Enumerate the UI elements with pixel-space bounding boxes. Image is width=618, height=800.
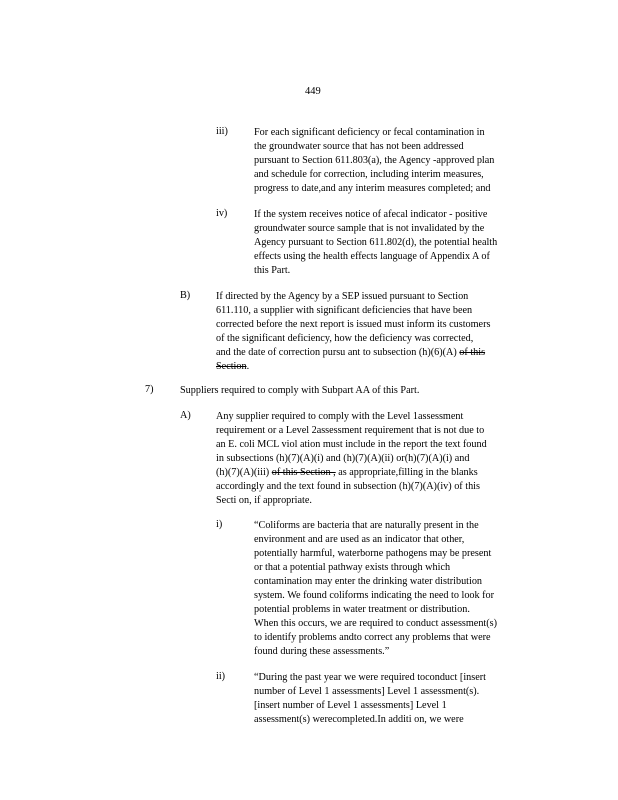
struck-text: Section: [216, 361, 247, 372]
text-line: Secti on, if appropriate.: [216, 495, 312, 506]
item-marker: i): [216, 519, 223, 530]
text-line: and schedule for correction, including interim measures,: [254, 169, 484, 180]
text-line: [216, 360, 490, 374]
text-line: corrected before the next report is issued must inform its customers: [216, 319, 491, 330]
text-line: an E. coli MCL viol ation must include in the report the text found: [216, 439, 487, 450]
item-text: [254, 208, 497, 278]
text-line: [216, 466, 487, 480]
item-text: [180, 384, 419, 398]
text-line: effects using the health effects language of Appendix A of: [254, 251, 490, 262]
item-marker: 7): [145, 384, 154, 395]
text-line: or that a potential pathway exists through which: [254, 562, 451, 573]
text-line: environment and are used as an indicator that other,: [254, 534, 465, 545]
text-line: “During the past year we were required toconduct [insert: [254, 672, 486, 683]
text-line: found during these assessments.”: [254, 646, 390, 657]
item-marker: iv): [216, 208, 228, 219]
text-run: (h)(7)(A)(iii): [216, 467, 272, 478]
text-line: to identify problems andto correct any problems that were: [254, 632, 491, 643]
struck-text: of this Section ,: [271, 467, 336, 478]
text-line: the groundwater source that has not been addressed: [254, 141, 464, 152]
item-text: [254, 519, 497, 659]
text-line: Agency pursuant to Section 611.802(d), the potential health: [254, 237, 498, 248]
text-line: “Coliforms are bacteria that are naturally present in the: [254, 520, 479, 531]
text-line: If directed by the Agency by a SEP issued pursuant to Section: [216, 291, 469, 302]
item-marker: ii): [216, 671, 226, 682]
text-line: Any supplier required to comply with the Level 1assessment: [216, 411, 464, 422]
text-line: assessment(s) werecompleted.In additi on, we were: [254, 714, 464, 725]
text-line: potentially harmful, waterborne pathogens may be present: [254, 548, 492, 559]
item-marker: A): [180, 410, 191, 421]
text-line: Suppliers required to comply with Subpart AA of this Part.: [180, 385, 420, 396]
text-line: potential problems in water treatment or distribution.: [254, 604, 470, 615]
text-line: If the system receives notice of afecal indicator - positive: [254, 209, 488, 220]
text-run: and the date of correction pursu ant to subsection (h)(6)(A): [216, 347, 460, 358]
text-line: contamination may enter the drinking water distribution: [254, 576, 483, 587]
text-line: pursuant to Section 611.803(a), the Agency -approved plan: [254, 155, 495, 166]
item-text: [216, 290, 490, 374]
item-text: [254, 671, 486, 727]
text-line: For each significant deficiency or fecal contamination in: [254, 127, 485, 138]
text-run: as appropriate,filling in the blanks: [335, 467, 478, 478]
text-line: in subsections (h)(7)(A)(i) and (h)(7)(A)(ii) or(h)(7)(A)(i) and: [216, 453, 470, 464]
text-line: progress to date,and any interim measures completed; and: [254, 183, 491, 194]
item-marker: iii): [216, 126, 228, 137]
text-line: of the significant deficiency, how the deficiency was corrected,: [216, 333, 474, 344]
text-line: requirement or a Level 2assessment requirement that is not due to: [216, 425, 485, 436]
item-text: [216, 410, 487, 508]
text-run: .: [246, 361, 250, 372]
text-line: [insert number of Level 1 assessments] Level 1: [254, 700, 447, 711]
item-marker: B): [180, 290, 191, 301]
page-number: 449: [305, 86, 321, 97]
struck-text: of this: [459, 347, 486, 358]
text-line: system. We found coliforms indicating the need to look for: [254, 590, 495, 601]
text-line: [216, 346, 490, 360]
text-line: this Part.: [254, 265, 291, 276]
text-line: 611.110, a supplier with significant deficiencies that have been: [216, 305, 473, 316]
text-line: When this occurs, we are required to conduct assessment(s): [254, 618, 498, 629]
text-line: number of Level 1 assessments] Level 1 assessment(s).: [254, 686, 480, 697]
item-text: [254, 126, 494, 196]
text-line: groundwater source sample that is not invalidated by the: [254, 223, 485, 234]
text-line: accordingly and the text found in subsection (h)(7)(A)(iv) of this: [216, 481, 480, 492]
